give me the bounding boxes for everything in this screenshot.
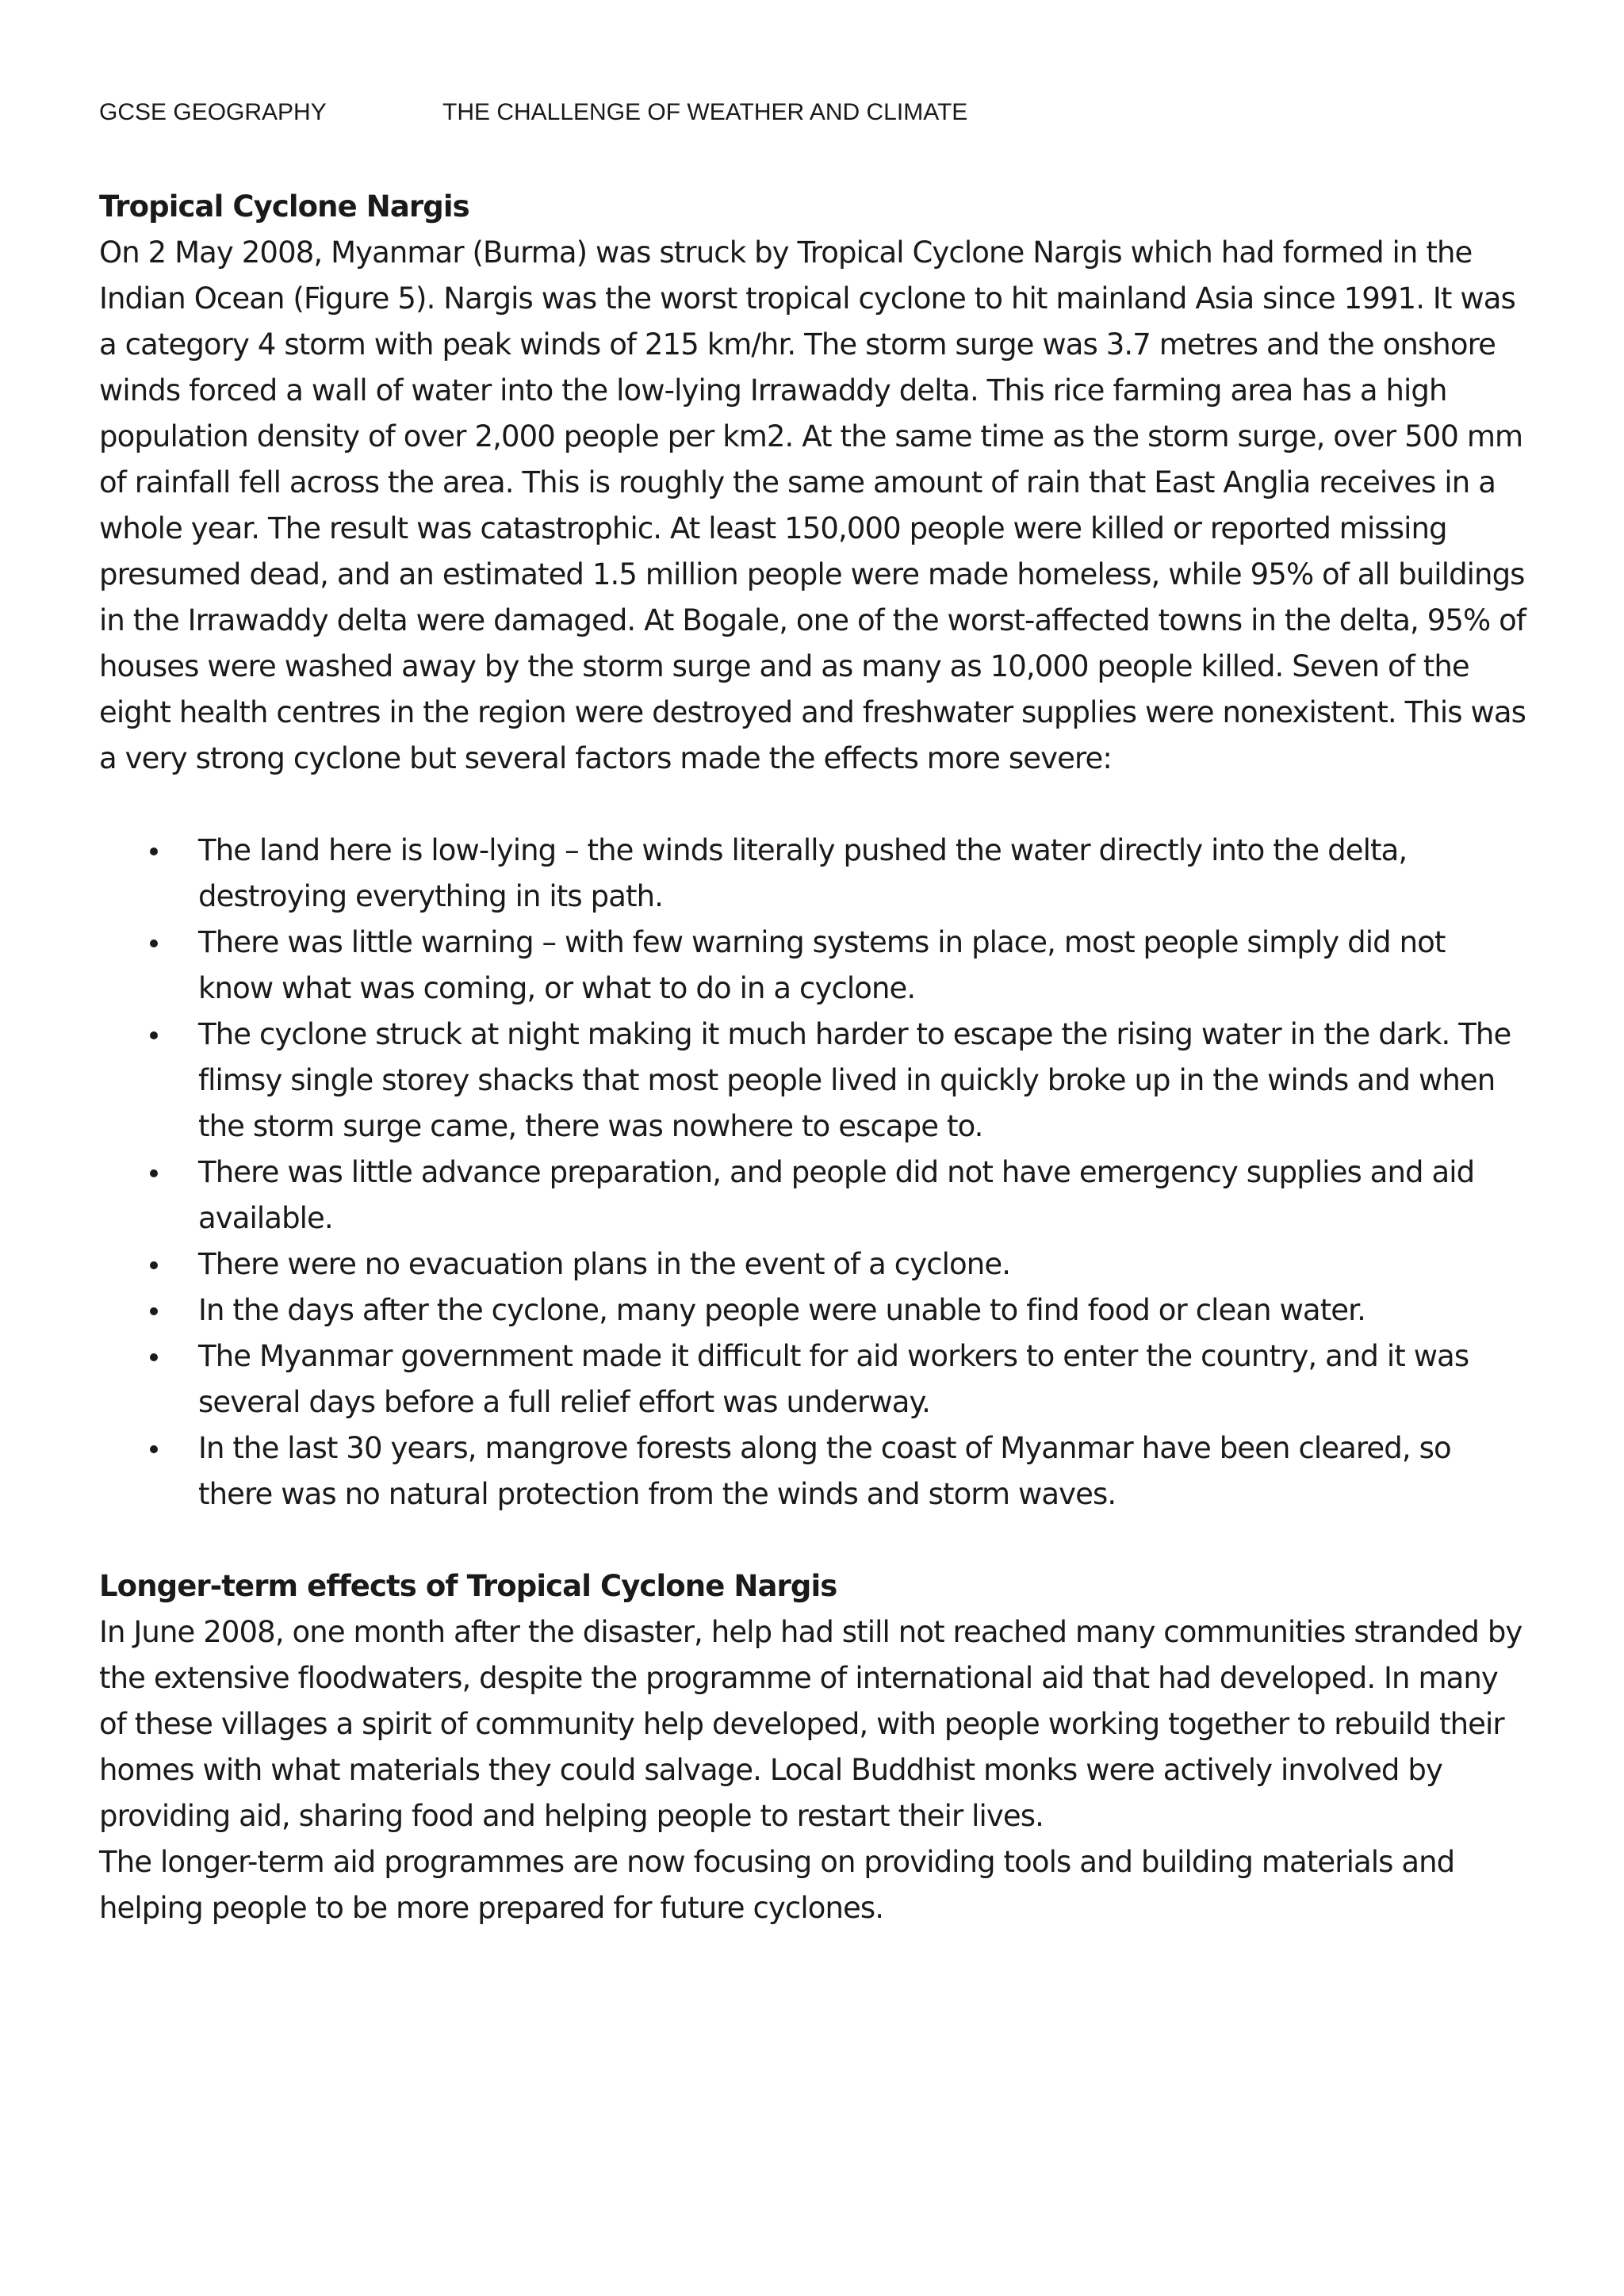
bullet-icon <box>150 1353 158 1361</box>
list-item <box>99 1334 1526 1425</box>
bullet-icon <box>150 848 158 855</box>
list-item <box>99 920 1526 1012</box>
list-item-text: The cyclone struck at night making it much harder to escape the rising water in the dark. The flimsy single storey shacks that most people lived in quickly broke up in the winds and when the storm surge came, there was nowhere to escape to. <box>198 1017 1511 1143</box>
list-item-text: The Myanmar government made it difficult for aid workers to enter the country, and it was several days before a full relief effort was underway. <box>198 1339 1469 1419</box>
list-item-text: The land here is low-lying – the winds literally pushed the water directly into the delta, destroying everything in its path. <box>198 833 1408 913</box>
bullet-icon <box>150 1261 158 1269</box>
bullet-icon <box>150 939 158 947</box>
list-item-text: In the last 30 years, mangrove forests along the coast of Myanmar have been cleared, so there was no natural protection from the winds and storm waves. <box>198 1431 1451 1511</box>
header-subject: GCSE GEOGRAPHY <box>99 99 327 125</box>
bullet-icon <box>150 1445 158 1453</box>
list-item <box>99 1242 1526 1288</box>
list-item-text: There were no evacuation plans in the event of a cyclone. <box>198 1247 1011 1281</box>
bullet-icon <box>150 1307 158 1315</box>
bullet-icon <box>150 1031 158 1039</box>
header-topic: THE CHALLENGE OF WEATHER AND CLIMATE <box>442 99 968 125</box>
longer-term-paragraph: In June 2008, one month after the disaster, help had still not reached many communities stranded by the extensive floodwaters, despite the programme of international aid that had developed. In many of these villages a spirit of community help developed, with people working together to rebuild their homes with what materials they could salvage. Local Buddhist monks were actively involved by providing aid, sharing food and helping people to restart their lives. <box>99 1615 1522 1833</box>
section-heading-longer-term: Longer-term effects of Tropical Cyclone Nargis <box>99 1569 837 1603</box>
list-item-text: There was little warning – with few warning systems in place, most people simply did not know what was coming, or what to do in a cyclone. <box>198 925 1446 1005</box>
list-item <box>99 1150 1526 1242</box>
bullet-icon <box>150 1169 158 1177</box>
section-heading-nargis: Tropical Cyclone Nargis <box>99 189 469 224</box>
list-item-text: There was little advance preparation, and people did not have emergency supplies and aid available. <box>198 1155 1475 1235</box>
factors-list <box>99 828 1526 1517</box>
intro-paragraph: On 2 May 2008, Myanmar (Burma) was struck by Tropical Cyclone Nargis which had formed in the Indian Ocean (Figure 5). Nargis was the worst tropical cyclone to hit mainland Asia since 1991. It was a category 4 storm with peak winds of 215 km/hr. The storm surge was 3.7 metres and the onshore winds forced a wall of water into the low-lying Irrawaddy delta. This rice farming area has a high population density of over 2,000 people per km2. At the same time as the storm surge, over 500 mm of rainfall fell across the area. This is roughly the same amount of rain that East Anglia receives in a whole year. The result was catastrophic. At least 150,000 people were killed or reported missing presumed dead, and an estimated 1.5 million people were made homeless, while 95% of all buildings in the Irrawaddy delta were damaged. At Bogale, one of the worst-affected towns in the delta, 95% of houses were washed away by the storm surge and as many as 10,000 people killed. Seven of the eight health centres in the region were destroyed and freshwater supplies were nonexistent. This was a very strong cyclone but several factors made the effects more severe: <box>99 235 1526 775</box>
list-item <box>99 1012 1526 1150</box>
document-body <box>99 184 1526 1931</box>
list-item <box>99 828 1526 920</box>
list-item <box>99 1425 1526 1517</box>
list-item <box>99 1288 1526 1334</box>
longer-term-paragraph: The longer-term aid programmes are now focusing on providing tools and building materials and helping people to be more prepared for future cyclones. <box>99 1845 1455 1925</box>
list-item-text: In the days after the cyclone, many people were unable to find food or clean water. <box>198 1293 1365 1327</box>
